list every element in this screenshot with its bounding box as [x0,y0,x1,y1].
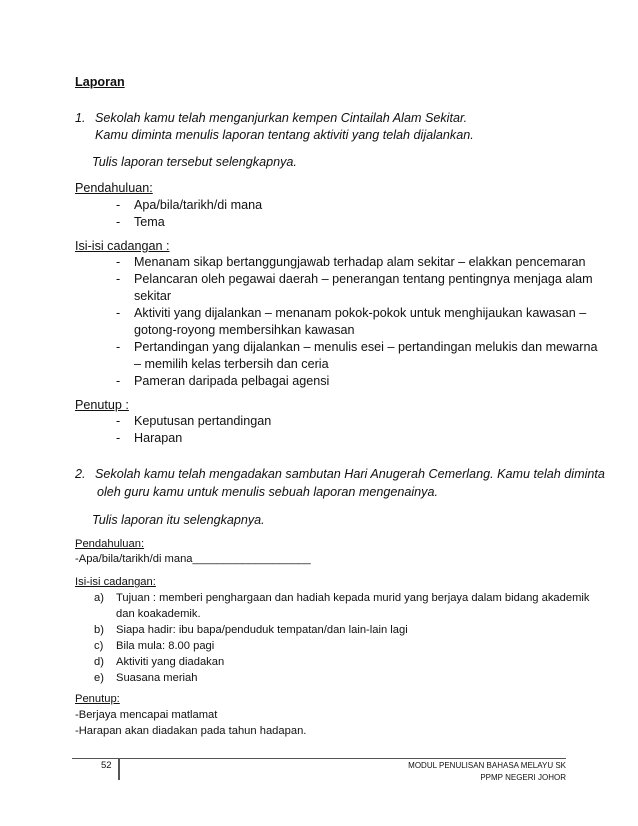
q2-penutup-line: -Berjaya mencapai matlamat [75,709,218,721]
q1-number: 1. [75,111,86,125]
q1-pendahuluan-item: Tema [134,215,165,229]
q1-isi-item: Pertandingan yang dijalankan – menulis esei – pertandingan melukis dan mewarna [134,340,598,354]
q2-isi-item: Tujuan : memberi penghargaan dan hadiah kepada murid yang berjaya dalam bidang akademik [116,592,590,604]
q2-penutup-line: -Harapan akan diadakan pada tahun hadapan. [75,725,307,737]
q2-pendahuluan-title: Pendahuluan: [75,538,145,550]
q2-isi-title: Isi-isi cadangan: [75,576,156,588]
q1-instruction: Tulis laporan tersebut selengkapnya. [92,155,297,169]
q2-isi-label: d) [94,656,104,668]
q2-pendahuluan-line: -Apa/bila/tarikh/di mana___________________ [75,553,311,565]
q1-isi-item: sekitar [134,289,172,303]
q2-penutup-title: Penutup: [75,693,120,705]
q1-line-2: Kamu diminta menulis laporan tentang aktiviti yang telah dijalankan. [95,128,474,142]
footer-rule [72,758,566,759]
q1-isi-item: Pameran daripada pelbagai agensi [134,374,330,388]
q2-line-1: Sekolah kamu telah mengadakan sambutan Hari Anugerah Cemerlang. Kamu telah diminta [95,467,605,481]
footer-title: MODUL PENULISAN BAHASA MELAYU SK [408,761,566,770]
dash: - [116,255,121,269]
q2-isi-item: Suasana meriah [116,672,198,684]
q1-isi-item: Menanam sikap bertanggungjawab terhadap alam sekitar – elakkan pencemaran [134,255,586,269]
dash: - [116,272,121,286]
q1-penutup-item: Harapan [134,431,183,445]
q2-isi-item: dan koakademik. [116,608,201,620]
page-heading: Laporan [75,75,125,89]
q2-isi-item: Bila mula: 8.00 pagi [116,640,215,652]
dash: - [116,306,121,320]
footer-subtitle: PPMP NEGERI JOHOR [480,773,566,782]
q1-penutup-item: Keputusan pertandingan [134,414,272,428]
q2-isi-label: c) [94,640,104,652]
dash: - [116,340,121,354]
q1-isi-item: Aktiviti yang dijalankan – menanam pokok-pokok untuk menghijaukan kawasan – [134,306,587,320]
dash: - [116,215,121,229]
dash: - [116,414,121,428]
footer-divider [118,758,120,780]
q2-line-2: oleh guru kamu untuk menulis sebuah laporan mengenainya. [97,485,438,499]
q2-isi-label: a) [94,592,104,604]
page-number: 52 [101,760,112,771]
q2-number: 2. [75,467,86,481]
q1-isi-item: Pelancaran oleh pegawai daerah – penerangan tentang pentingnya menjaga alam [134,272,593,286]
dash: - [116,374,121,388]
q2-instruction: Tulis laporan itu selengkapnya. [92,513,265,527]
q2-isi-label: b) [94,624,104,636]
q2-isi-item: Siapa hadir: ibu bapa/penduduk tempatan/dan lain-lain lagi [116,624,408,636]
dash: - [116,198,121,212]
q2-isi-item: Aktiviti yang diadakan [116,656,225,668]
q1-pendahuluan-item: Apa/bila/tarikh/di mana [134,198,263,212]
q1-penutup-title: Penutup : [75,398,129,412]
q1-pendahuluan-title: Pendahuluan: [75,181,153,195]
q1-isi-title: Isi-isi cadangan : [75,239,170,253]
q1-line-1: Sekolah kamu telah menganjurkan kempen Cintailah Alam Sekitar. [95,111,468,125]
dash: - [116,431,121,445]
q2-isi-label: e) [94,672,104,684]
q1-isi-item: – memilih kelas terbersih dan ceria [134,357,329,371]
q1-isi-item: gotong-royong membersihkan kawasan [134,323,355,337]
